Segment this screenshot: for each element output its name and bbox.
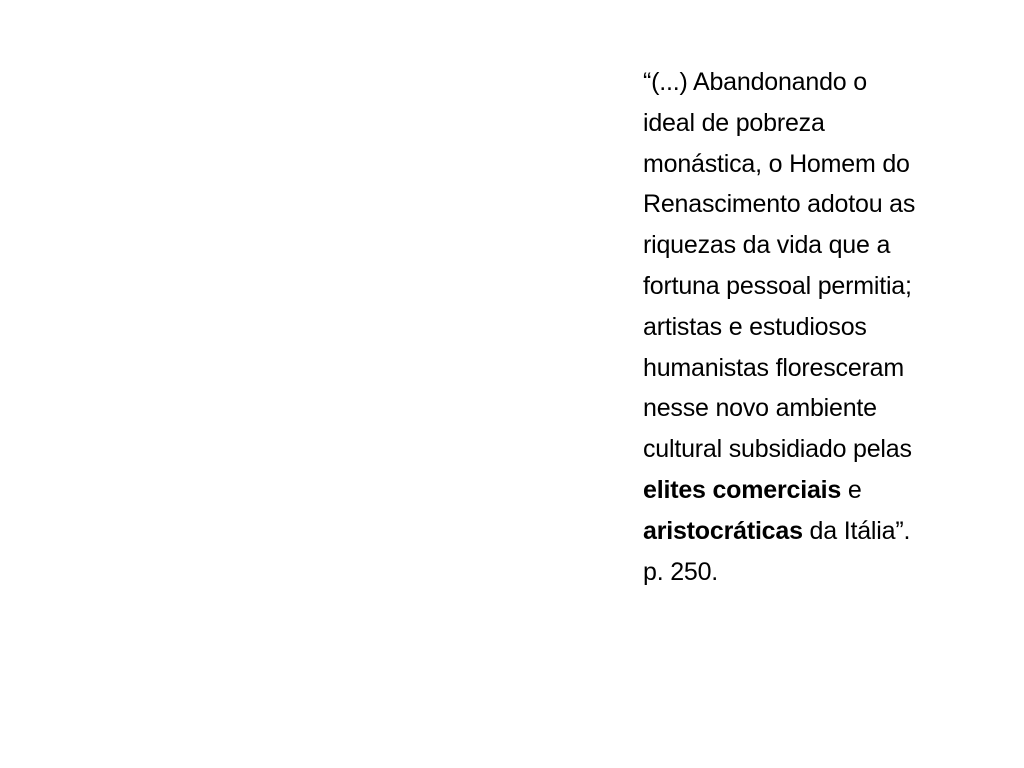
quote-line-12-rest: da Itália”. (802, 516, 911, 545)
quote-line-12 (643, 511, 1008, 552)
quote-line-7: artistas e estudiosos (643, 312, 867, 341)
emphasis-elites-comerciais: elites comerciais (643, 475, 842, 504)
quote-line-4: Renascimento adotou as (643, 190, 916, 219)
quote-line-10: cultural subsidiado pelas (643, 435, 912, 464)
quote-line-2: ideal de pobreza (643, 108, 825, 137)
quote-line-6: fortuna pessoal permitia; (643, 271, 912, 300)
quote-line-9: nesse novo ambiente (643, 394, 877, 423)
quote-line-11-rest: e (841, 475, 862, 504)
emphasis-aristocraticas: aristocráticas (643, 516, 803, 545)
quote-text-block (643, 62, 1008, 592)
quote-line-11 (643, 470, 1008, 511)
quote-line-8: humanistas floresceram (643, 353, 904, 382)
page-reference: p. 250. (643, 557, 719, 586)
quote-line-5: riquezas da vida que a (643, 231, 891, 260)
quote-line-1: “(...) Abandonando o (643, 68, 867, 96)
quote-line-3: monástica, o Homem do (643, 149, 910, 178)
